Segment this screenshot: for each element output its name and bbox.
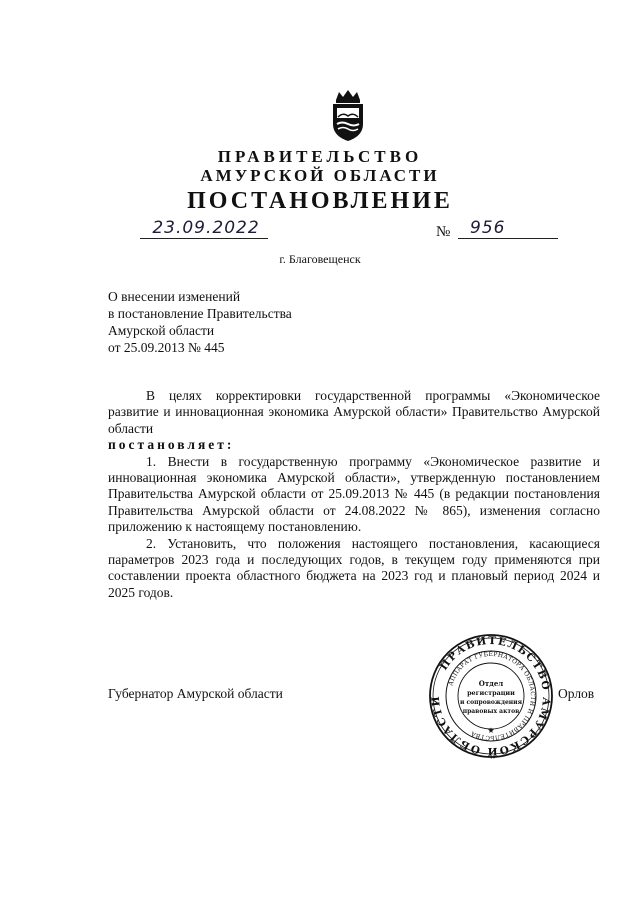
document-number: 956 (470, 218, 506, 238)
org-name-line2: АМУРСКОЙ ОБЛАСТИ (200, 166, 440, 185)
subject-line: Амурской области (108, 323, 215, 338)
subject-line: О внесении изменений (108, 289, 241, 304)
document-type: ПОСТАНОВЛЕНИЕ (187, 188, 453, 214)
number-underline (458, 238, 558, 239)
signatory-name: Орлов (558, 686, 595, 701)
seal-center-line: Отдел (478, 679, 504, 688)
org-name-line1: ПРАВИТЕЛЬСТВО (217, 147, 423, 166)
seal-center-line: регистрации (467, 689, 515, 697)
decree-word: постановляет: (108, 437, 235, 453)
coat-of-arms-icon (328, 88, 368, 142)
document-body (108, 388, 600, 601)
signatory-title: Губернатор Амурской области (108, 686, 283, 701)
subject-block (108, 288, 368, 356)
city-line: г. Благовещенск (279, 252, 361, 266)
subject-line: в постановление Правительства (108, 306, 292, 321)
seal-center-line: и сопровождения (459, 699, 523, 706)
item-1-paragraph: 1. Внести в государственную программу «Экономическое развитие и инновационная экономика Амурской области», утвержденную постановлением Правительства Амурской области от 25.09.2013 № 445 (в редакции постановления Правительства Амурской области от 24.08.2022 № 865), изменения согласно приложению к настоящему постановлению. (108, 453, 600, 535)
seal-inner-text: АППАРАТ ГУБЕРНАТОРА ОБЛАСТИ И ПРАВИТЕЛЬСТВА (447, 650, 537, 742)
official-seal-icon (428, 633, 554, 759)
document-date: 23.09.2022 (152, 218, 260, 238)
preamble-paragraph: В целях корректировки государственной программы «Экономическое развитие и инновационная экономика Амурской области» Правительство Амурской области (108, 388, 600, 436)
item-2-paragraph: 2. Установить, что положения настоящего постановления, касающиеся параметров 2023 года и последующих годов, в текущем году применяются при составлении проекта областного бюджета на 2023 год и плановый период 2024 и 2025 годов. (108, 535, 600, 600)
seal-outer-text: ПРАВИТЕЛЬСТВО АМУРСКОЙ ОБЛАСТИ (429, 634, 553, 758)
svg-text:★: ★ (487, 726, 495, 735)
seal-center-line: правовых актов (462, 708, 520, 715)
subject-line: от 25.09.2013 № 445 (108, 340, 225, 355)
date-underline (140, 238, 268, 239)
number-sign: № (436, 224, 451, 240)
